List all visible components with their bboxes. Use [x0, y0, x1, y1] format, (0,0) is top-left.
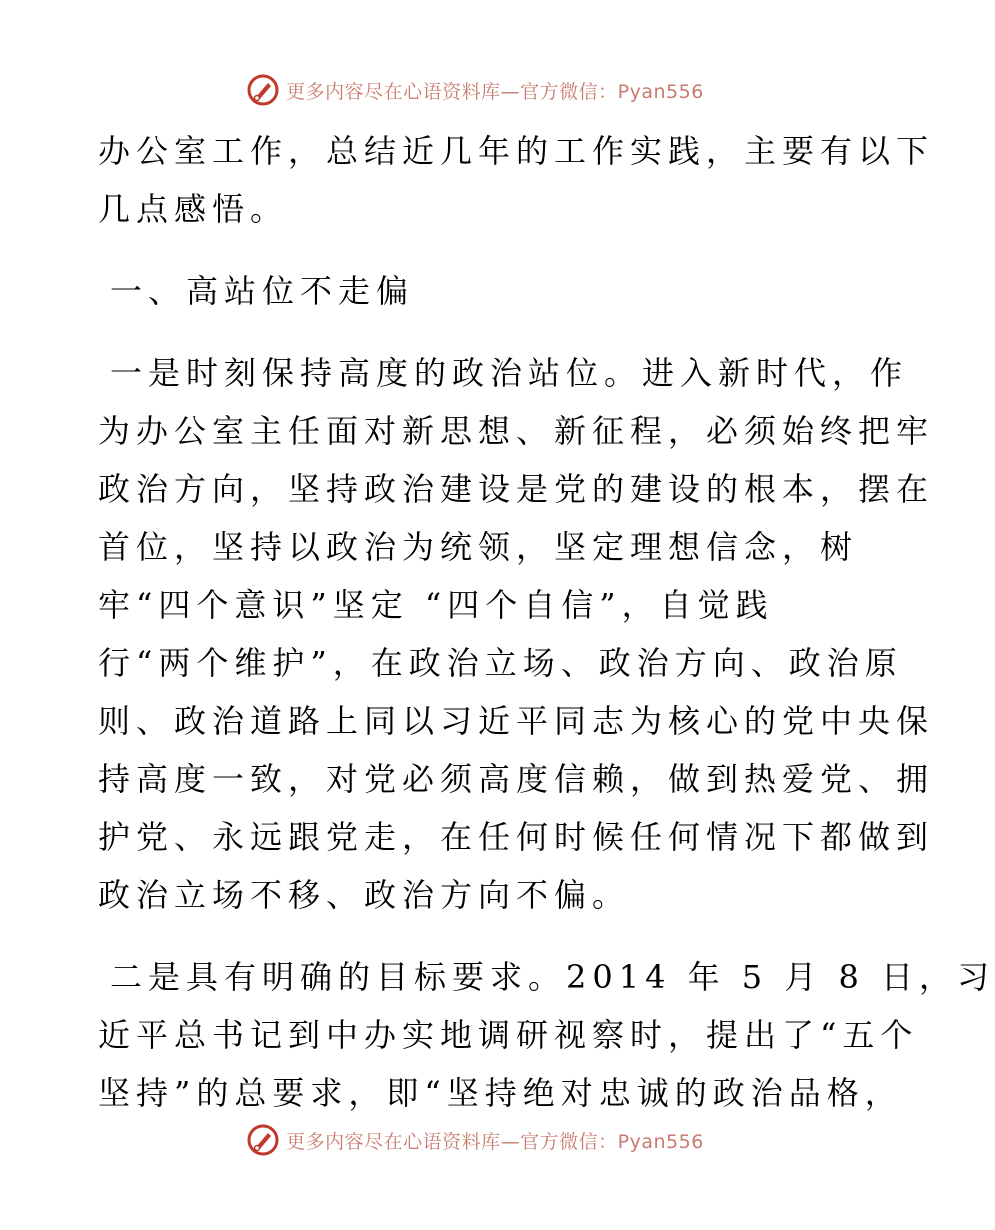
pen-nib-logo-icon: [246, 73, 280, 107]
text-line: 近平总书记到中办实地调研视察时，提出了“五个: [98, 1016, 919, 1054]
text-line: 政治立场不移、政治方向不偏。: [98, 876, 631, 914]
text-line: 牢“四个意识”坚定 “四个自信”，自觉践: [98, 586, 774, 624]
heading-line: 一、高站位不走偏: [110, 272, 415, 310]
paragraph: [98, 344, 935, 924]
footer-banner-text: 更多内容尽在心语资料库—官方微信：Pyan556: [286, 1130, 704, 1153]
footer-banner: [0, 1118, 950, 1162]
header-banner: [0, 68, 950, 112]
text-line: 则、政治道路上同以习近平同志为核心的党中央保: [98, 702, 935, 740]
text-line: 几点感悟。: [98, 190, 289, 228]
text-line: 办公室工作，总结近几年的工作实践，主要有以下: [98, 132, 935, 170]
pen-nib-logo-icon: [246, 1123, 280, 1157]
text-line: 首位，坚持以政治为统领，坚定理想信念，树: [98, 528, 859, 566]
paragraph: [98, 122, 935, 238]
text-line: 为办公室主任面对新思想、新征程，必须始终把牢: [98, 412, 935, 450]
text-line: 护党、永远跟党走，在任何时候任何情况下都做到: [98, 818, 935, 856]
document-body: [98, 122, 995, 1122]
text-line: 行“两个维护”，在政治立场、政治方向、政治原: [98, 644, 903, 682]
text-line: 政治方向，坚持政治建设是党的建设的根本，摆在: [98, 470, 935, 508]
section-heading: [98, 262, 858, 320]
text-line: 一是时刻保持高度的政治站位。进入新时代，作: [110, 354, 909, 392]
text-line: 二是具有明确的目标要求。2014 年 5 月 8 日，习: [110, 958, 995, 996]
paragraph: [98, 948, 995, 1122]
text-line: 坚持”的总要求，即“坚持绝对忠诚的政治品格，: [98, 1074, 903, 1112]
text-line: 持高度一致，对党必须高度信赖，做到热爱党、拥: [98, 760, 935, 798]
header-banner-text: 更多内容尽在心语资料库—官方微信：Pyan556: [286, 80, 704, 103]
